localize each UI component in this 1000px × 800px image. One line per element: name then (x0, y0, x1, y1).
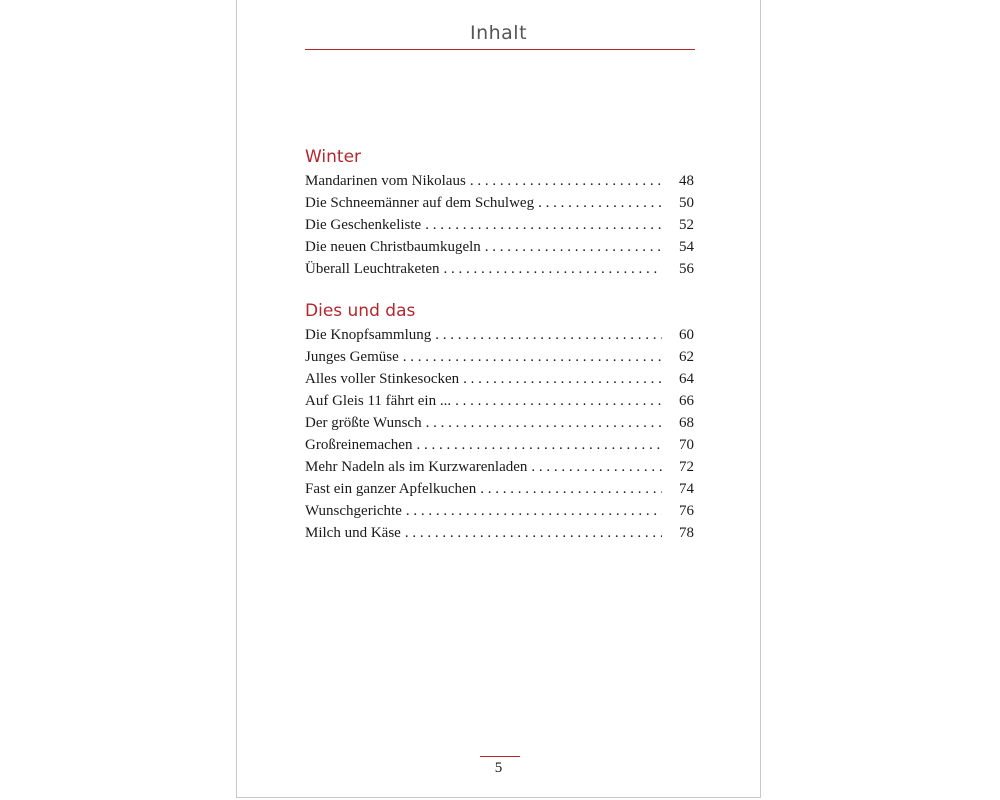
dot-leader (538, 192, 662, 214)
toc-entry (305, 368, 694, 390)
toc-entry-page: 64 (679, 371, 694, 387)
dot-leader (455, 390, 662, 412)
page-number: 5 (494, 760, 503, 776)
dot-leader (405, 522, 662, 544)
toc-entry-title: Überall Leuchtraketen (305, 261, 440, 277)
toc-entry-title: Großreinemachen (305, 437, 413, 453)
section-heading: Winter (305, 147, 362, 167)
dot-leader (480, 478, 662, 500)
toc-entry (305, 170, 694, 192)
toc-entry-title: Auf Gleis 11 fährt ein ... (305, 393, 452, 409)
toc-entry (305, 456, 694, 478)
dot-leader (463, 368, 662, 390)
toc-entry-page: 60 (679, 327, 694, 343)
toc-entry-title: Der größte Wunsch (305, 415, 422, 431)
toc-entry-title: Milch und Käse (305, 525, 401, 541)
toc-entry-page: 78 (679, 525, 694, 541)
toc-entry-page: 68 (679, 415, 694, 431)
toc-entry-page: 50 (679, 195, 694, 211)
toc-entry-title: Fast ein ganzer Apfelkuchen (305, 481, 477, 497)
header-divider (305, 49, 695, 50)
toc-entry-page: 70 (679, 437, 694, 453)
toc-entry-page: 74 (679, 481, 694, 497)
toc-entry (305, 390, 694, 412)
toc-entry-page: 52 (679, 217, 694, 233)
toc-entry-title: Wunschgerichte (305, 503, 402, 519)
toc-entry (305, 346, 694, 368)
toc-entry-page: 62 (679, 349, 694, 365)
dot-leader (485, 236, 662, 258)
dot-leader (470, 170, 662, 192)
toc-entry-page: 76 (679, 503, 694, 519)
toc-entry-title: Die Schneemänner auf dem Schulweg (305, 195, 535, 211)
toc-entry (305, 324, 694, 346)
dot-leader (435, 324, 662, 346)
toc-entry-page: 72 (679, 459, 694, 475)
document-page (236, 0, 761, 798)
toc-entry (305, 500, 694, 522)
toc-entry-title: Alles voller Stinkesocken (305, 371, 460, 387)
toc-entry-title: Die Knopfsammlung (305, 327, 432, 343)
toc-entry-title: Mandarinen vom Nikolaus (305, 173, 466, 189)
toc-entry (305, 412, 694, 434)
toc-entry-page: 66 (679, 393, 694, 409)
toc-entry-page: 56 (679, 261, 694, 277)
toc-entry (305, 522, 694, 544)
toc-entry (305, 258, 694, 280)
toc-entry (305, 478, 694, 500)
toc-entry-title: Die Geschenkeliste (305, 217, 422, 233)
toc-entry-title: Die neuen Christbaumkugeln (305, 239, 481, 255)
footer-divider (480, 756, 520, 757)
toc-entry (305, 434, 694, 456)
dot-leader (444, 258, 662, 280)
toc-entry (305, 214, 694, 236)
dot-leader (425, 214, 662, 236)
section-heading: Dies und das (305, 301, 416, 321)
dot-leader (426, 412, 662, 434)
toc-section-dies-und-das (305, 298, 694, 544)
dot-leader (416, 434, 662, 456)
page-title: Inhalt (469, 22, 528, 44)
toc-section-winter (305, 144, 694, 280)
toc-entry-page: 54 (679, 239, 694, 255)
toc-entry-page: 48 (679, 173, 694, 189)
toc-entry (305, 192, 694, 214)
toc-entry (305, 236, 694, 258)
toc-entry-title: Junges Gemüse (305, 349, 399, 365)
dot-leader (403, 346, 662, 368)
toc-entry-title: Mehr Nadeln als im Kurzwarenladen (305, 459, 528, 475)
dot-leader (531, 456, 662, 478)
dot-leader (406, 500, 662, 522)
